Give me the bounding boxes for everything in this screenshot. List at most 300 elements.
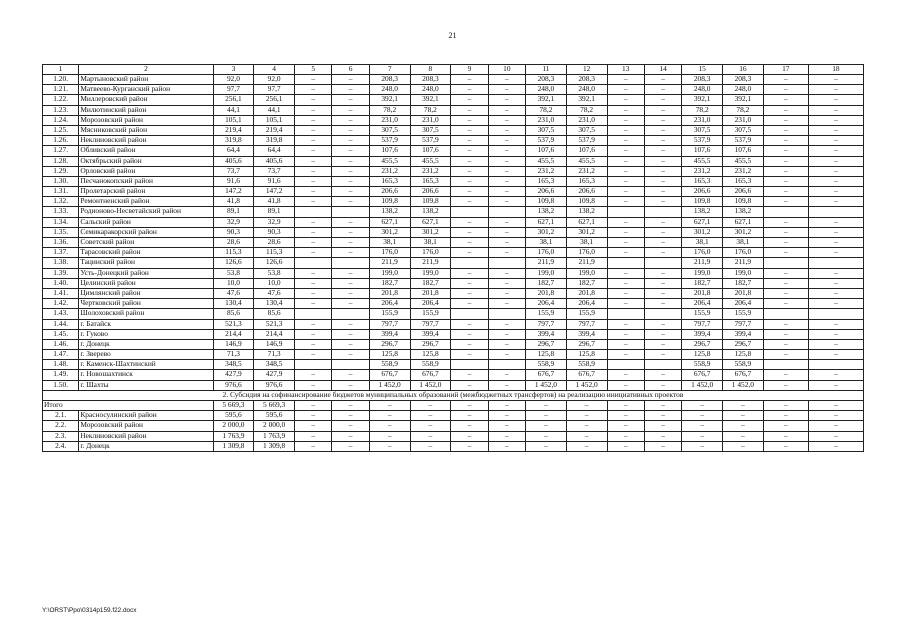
table-row — [43, 125, 864, 135]
value-cell: – — [488, 288, 525, 298]
value-cell: 199,0 — [566, 268, 607, 278]
table-row — [43, 248, 864, 258]
value-cell: 1 309,8 — [213, 441, 254, 451]
value-cell: 32,9 — [254, 217, 295, 227]
value-cell: 296,7 — [682, 339, 723, 349]
value-cell: – — [488, 329, 525, 339]
row-number: 2.1. — [43, 411, 79, 421]
municipality-name: г. Шахты — [79, 380, 213, 390]
value-cell: 595,6 — [254, 411, 295, 421]
value-cell: 201,8 — [723, 288, 764, 298]
value-cell: – — [488, 156, 525, 166]
value-cell: – — [682, 401, 723, 411]
value-cell: 301,2 — [566, 227, 607, 237]
value-cell: – — [644, 421, 681, 431]
value-cell: 176,0 — [723, 248, 764, 258]
value-cell: 182,7 — [526, 278, 567, 288]
value-cell: – — [808, 339, 863, 349]
value-cell: 537,9 — [526, 136, 567, 146]
value-cell: – — [369, 441, 410, 451]
value-cell: 301,2 — [526, 227, 567, 237]
table-row — [43, 166, 864, 176]
table-row — [43, 441, 864, 451]
value-cell: 676,7 — [369, 370, 410, 380]
value-cell: 64,4 — [213, 146, 254, 156]
value-cell: 231,2 — [682, 166, 723, 176]
value-cell: 109,8 — [682, 197, 723, 207]
value-cell: 155,9 — [410, 309, 451, 319]
value-cell — [451, 309, 488, 319]
value-cell: 399,4 — [410, 329, 451, 339]
value-cell: – — [808, 431, 863, 441]
value-cell: – — [332, 421, 369, 431]
value-cell: – — [723, 421, 764, 431]
value-cell: – — [808, 248, 863, 258]
value-cell: 231,0 — [682, 115, 723, 125]
value-cell: 107,6 — [410, 146, 451, 156]
value-cell: – — [488, 217, 525, 227]
value-cell: 28,6 — [254, 238, 295, 248]
value-cell: 301,2 — [723, 227, 764, 237]
value-cell: – — [488, 227, 525, 237]
value-cell: 44,1 — [213, 105, 254, 115]
column-number: 1 — [43, 65, 79, 75]
value-cell: – — [488, 350, 525, 360]
value-cell: – — [607, 278, 644, 288]
value-cell: – — [607, 95, 644, 105]
table-row — [43, 115, 864, 125]
value-cell: 211,9 — [723, 258, 764, 268]
value-cell: – — [451, 299, 488, 309]
value-cell: – — [488, 411, 525, 421]
value-cell: 199,0 — [526, 268, 567, 278]
value-cell: 138,2 — [566, 207, 607, 217]
value-cell: 1 452,0 — [369, 380, 410, 390]
value-cell: 138,2 — [723, 207, 764, 217]
value-cell: – — [607, 441, 644, 451]
value-cell: 105,1 — [254, 115, 295, 125]
value-cell: – — [295, 187, 332, 197]
value-cell: – — [808, 105, 863, 115]
row-number: 1.31. — [43, 187, 79, 197]
total-label: Итого — [43, 401, 214, 411]
value-cell: – — [763, 350, 808, 360]
value-cell: – — [332, 187, 369, 197]
value-cell: 307,5 — [723, 125, 764, 135]
table-row — [43, 380, 864, 390]
value-cell: 797,7 — [682, 319, 723, 329]
table-row — [43, 329, 864, 339]
value-cell: – — [295, 431, 332, 441]
municipality-name: Милютинский район — [79, 105, 213, 115]
value-cell: 248,0 — [369, 85, 410, 95]
value-cell: 10,0 — [213, 278, 254, 288]
value-cell: 206,6 — [566, 187, 607, 197]
value-cell: – — [451, 217, 488, 227]
value-cell: – — [488, 431, 525, 441]
value-cell: – — [295, 319, 332, 329]
value-cell: 248,0 — [566, 85, 607, 95]
value-cell: – — [607, 370, 644, 380]
value-cell: – — [566, 421, 607, 431]
value-cell: 211,9 — [369, 258, 410, 268]
value-cell: 138,2 — [410, 207, 451, 217]
value-cell: – — [451, 105, 488, 115]
value-cell: – — [295, 268, 332, 278]
value-cell: 155,9 — [566, 309, 607, 319]
value-cell: 78,2 — [682, 105, 723, 115]
value-cell: – — [763, 339, 808, 349]
value-cell: – — [607, 268, 644, 278]
value-cell: 147,2 — [254, 187, 295, 197]
row-number: 1.42. — [43, 299, 79, 309]
value-cell: – — [332, 248, 369, 258]
value-cell: – — [332, 217, 369, 227]
value-cell: – — [607, 227, 644, 237]
value-cell: – — [644, 380, 681, 390]
value-cell: 201,8 — [526, 288, 567, 298]
value-cell: 214,4 — [254, 329, 295, 339]
value-cell: – — [763, 146, 808, 156]
value-cell: 32,9 — [213, 217, 254, 227]
value-cell: – — [763, 329, 808, 339]
value-cell: – — [369, 421, 410, 431]
value-cell: – — [332, 105, 369, 115]
value-cell: – — [607, 197, 644, 207]
column-number: 15 — [682, 65, 723, 75]
value-cell: 537,9 — [723, 136, 764, 146]
total-row — [43, 401, 864, 411]
column-number: 13 — [607, 65, 644, 75]
value-cell: 73,7 — [213, 166, 254, 176]
table-row — [43, 176, 864, 186]
value-cell: 537,9 — [410, 136, 451, 146]
value-cell: – — [410, 421, 451, 431]
value-cell: 211,9 — [526, 258, 567, 268]
value-cell: 676,7 — [526, 370, 567, 380]
table-row — [43, 85, 864, 95]
value-cell: 256,1 — [213, 95, 254, 105]
value-cell: – — [451, 401, 488, 411]
value-cell: – — [607, 238, 644, 248]
municipality-name: г. Донецк — [79, 339, 213, 349]
value-cell: – — [410, 441, 451, 451]
value-cell — [451, 207, 488, 217]
value-cell: – — [808, 350, 863, 360]
table-row — [43, 146, 864, 156]
value-cell: – — [451, 278, 488, 288]
value-cell: 676,7 — [566, 370, 607, 380]
value-cell: 182,7 — [723, 278, 764, 288]
value-cell: 537,9 — [566, 136, 607, 146]
table-row — [43, 339, 864, 349]
value-cell: – — [644, 217, 681, 227]
value-cell: 109,8 — [410, 197, 451, 207]
value-cell: 199,0 — [410, 268, 451, 278]
value-cell: – — [451, 411, 488, 421]
value-cell: – — [332, 85, 369, 95]
value-cell: – — [607, 411, 644, 421]
value-cell: – — [607, 299, 644, 309]
value-cell — [808, 309, 863, 319]
value-cell — [332, 360, 369, 370]
value-cell: – — [295, 411, 332, 421]
value-cell: – — [808, 85, 863, 95]
value-cell: – — [332, 268, 369, 278]
table-row — [43, 370, 864, 380]
value-cell: 5 669,3 — [213, 401, 254, 411]
row-number: 1.43. — [43, 309, 79, 319]
column-number: 4 — [254, 65, 295, 75]
value-cell: – — [332, 238, 369, 248]
value-cell: 231,2 — [369, 166, 410, 176]
value-cell: 206,6 — [410, 187, 451, 197]
value-cell: 206,6 — [369, 187, 410, 197]
row-number: 1.30. — [43, 176, 79, 186]
value-cell: – — [488, 95, 525, 105]
value-cell: – — [644, 176, 681, 186]
value-cell: 115,3 — [254, 248, 295, 258]
value-cell — [295, 207, 332, 217]
value-cell: 176,0 — [410, 248, 451, 258]
value-cell: – — [607, 401, 644, 411]
table-row — [43, 197, 864, 207]
value-cell: – — [607, 136, 644, 146]
municipality-name: г. Зверево — [79, 350, 213, 360]
table-row — [43, 136, 864, 146]
municipality-name: Неклиновский район — [79, 431, 213, 441]
value-cell: 182,7 — [682, 278, 723, 288]
value-cell: 97,7 — [254, 85, 295, 95]
file-path: Y:\ORST\Ppo\0314p159.f22.docx — [42, 607, 137, 614]
value-cell: – — [332, 115, 369, 125]
value-cell: 348,5 — [213, 360, 254, 370]
value-cell: 90,3 — [213, 227, 254, 237]
value-cell: 248,0 — [723, 85, 764, 95]
value-cell: – — [607, 350, 644, 360]
value-cell: – — [488, 197, 525, 207]
value-cell: 301,2 — [369, 227, 410, 237]
row-number: 1.28. — [43, 156, 79, 166]
value-cell: 206,6 — [723, 187, 764, 197]
value-cell: 47,6 — [213, 288, 254, 298]
value-cell: – — [644, 75, 681, 85]
value-cell — [451, 258, 488, 268]
value-cell: – — [607, 85, 644, 95]
value-cell: – — [808, 401, 863, 411]
value-cell: 208,3 — [566, 75, 607, 85]
value-cell: 206,4 — [410, 299, 451, 309]
value-cell: 109,8 — [566, 197, 607, 207]
value-cell: 38,1 — [682, 238, 723, 248]
value-cell: – — [607, 248, 644, 258]
table-row — [43, 319, 864, 329]
value-cell: – — [644, 197, 681, 207]
value-cell: – — [451, 329, 488, 339]
row-number: 1.22. — [43, 95, 79, 105]
value-cell: 107,6 — [682, 146, 723, 156]
municipality-name: Усть-Донецкий район — [79, 268, 213, 278]
value-cell: – — [295, 85, 332, 95]
value-cell: 797,7 — [369, 319, 410, 329]
value-cell: – — [607, 217, 644, 227]
value-cell: 107,6 — [566, 146, 607, 156]
budget-table — [42, 64, 864, 452]
value-cell: – — [644, 431, 681, 441]
value-cell: – — [451, 288, 488, 298]
value-cell: – — [644, 401, 681, 411]
value-cell: – — [763, 421, 808, 431]
column-number: 18 — [808, 65, 863, 75]
value-cell — [607, 360, 644, 370]
value-cell: 627,1 — [410, 217, 451, 227]
value-cell: 537,9 — [369, 136, 410, 146]
municipality-name: Тацинский район — [79, 258, 213, 268]
value-cell: – — [644, 115, 681, 125]
table-row — [43, 258, 864, 268]
value-cell: – — [526, 441, 567, 451]
value-cell: 976,6 — [254, 380, 295, 390]
value-cell: – — [644, 238, 681, 248]
value-cell — [332, 258, 369, 268]
table-row — [43, 217, 864, 227]
value-cell: – — [488, 370, 525, 380]
municipality-name: Семикаракорский район — [79, 227, 213, 237]
value-cell: 307,5 — [410, 125, 451, 135]
value-cell: 1 452,0 — [566, 380, 607, 390]
value-cell: 231,0 — [410, 115, 451, 125]
column-number: 16 — [723, 65, 764, 75]
value-cell: – — [410, 411, 451, 421]
value-cell: 392,1 — [682, 95, 723, 105]
value-cell: – — [808, 411, 863, 421]
municipality-name: Миллеровский район — [79, 95, 213, 105]
value-cell: – — [451, 197, 488, 207]
value-cell — [607, 309, 644, 319]
value-cell: 47,6 — [254, 288, 295, 298]
value-cell: 231,0 — [369, 115, 410, 125]
value-cell: – — [808, 217, 863, 227]
value-cell: 231,2 — [723, 166, 764, 176]
value-cell: – — [607, 421, 644, 431]
value-cell: – — [295, 278, 332, 288]
value-cell: – — [488, 136, 525, 146]
value-cell: – — [607, 431, 644, 441]
value-cell: – — [295, 380, 332, 390]
value-cell: 91,6 — [254, 176, 295, 186]
value-cell: 78,2 — [526, 105, 567, 115]
row-number: 1.49. — [43, 370, 79, 380]
value-cell: – — [295, 217, 332, 227]
value-cell: 206,4 — [682, 299, 723, 309]
value-cell: 107,6 — [526, 146, 567, 156]
value-cell: – — [644, 299, 681, 309]
value-cell: 248,0 — [682, 85, 723, 95]
value-cell: 301,2 — [410, 227, 451, 237]
value-cell: – — [808, 166, 863, 176]
value-cell: – — [607, 380, 644, 390]
value-cell: 208,3 — [682, 75, 723, 85]
table-row — [43, 278, 864, 288]
value-cell: 53,8 — [213, 268, 254, 278]
column-number: 8 — [410, 65, 451, 75]
row-number: 1.23. — [43, 105, 79, 115]
value-cell: – — [332, 176, 369, 186]
value-cell: 296,7 — [526, 339, 567, 349]
value-cell: – — [295, 421, 332, 431]
value-cell — [488, 309, 525, 319]
value-cell: 211,9 — [410, 258, 451, 268]
table-row — [43, 156, 864, 166]
table-row — [43, 238, 864, 248]
value-cell: – — [369, 401, 410, 411]
value-cell: 231,0 — [566, 115, 607, 125]
value-cell: – — [332, 441, 369, 451]
value-cell: 1 452,0 — [682, 380, 723, 390]
value-cell: – — [808, 227, 863, 237]
value-cell: – — [295, 238, 332, 248]
value-cell: 201,8 — [369, 288, 410, 298]
row-number: 1.32. — [43, 197, 79, 207]
value-cell: 1 452,0 — [526, 380, 567, 390]
value-cell: – — [566, 401, 607, 411]
row-number: 1.36. — [43, 238, 79, 248]
value-cell: – — [808, 75, 863, 85]
value-cell — [763, 360, 808, 370]
value-cell: 2 000,0 — [254, 421, 295, 431]
value-cell: 53,8 — [254, 268, 295, 278]
value-cell: 521,3 — [254, 319, 295, 329]
value-cell: – — [644, 268, 681, 278]
value-cell: 38,1 — [369, 238, 410, 248]
value-cell: 92,0 — [213, 75, 254, 85]
value-cell: 392,1 — [723, 95, 764, 105]
value-cell — [763, 258, 808, 268]
value-cell: – — [295, 441, 332, 451]
value-cell: 427,9 — [213, 370, 254, 380]
value-cell: 976,6 — [213, 380, 254, 390]
municipality-name: Матвеево-Курганский район — [79, 85, 213, 95]
column-number: 2 — [79, 65, 213, 75]
value-cell: 73,7 — [254, 166, 295, 176]
value-cell — [644, 258, 681, 268]
municipality-name: Чертковский район — [79, 299, 213, 309]
value-cell: – — [451, 421, 488, 431]
value-cell: 797,7 — [566, 319, 607, 329]
value-cell: – — [451, 248, 488, 258]
value-cell: – — [607, 146, 644, 156]
value-cell: – — [369, 431, 410, 441]
value-cell: 307,5 — [566, 125, 607, 135]
value-cell: – — [644, 227, 681, 237]
table-row — [43, 421, 864, 431]
value-cell: – — [451, 339, 488, 349]
value-cell: 1 452,0 — [410, 380, 451, 390]
value-cell: – — [607, 75, 644, 85]
value-cell: – — [763, 248, 808, 258]
value-cell: – — [808, 288, 863, 298]
value-cell: 676,7 — [723, 370, 764, 380]
value-cell: 78,2 — [566, 105, 607, 115]
value-cell — [808, 360, 863, 370]
municipality-name: Сальский район — [79, 217, 213, 227]
value-cell: 138,2 — [369, 207, 410, 217]
value-cell: 399,4 — [682, 329, 723, 339]
value-cell: 392,1 — [410, 95, 451, 105]
value-cell: 165,3 — [723, 176, 764, 186]
value-cell — [644, 309, 681, 319]
value-cell: – — [644, 350, 681, 360]
